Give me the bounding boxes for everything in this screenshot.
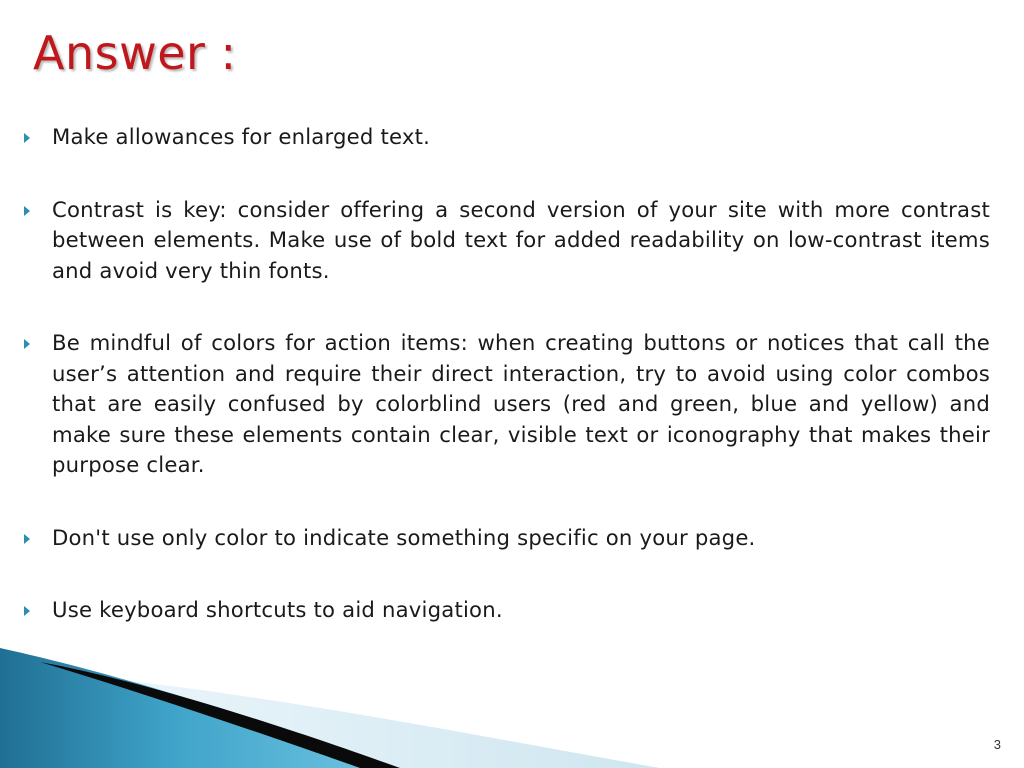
triangle-bullet-icon [24, 133, 30, 143]
bullet-text: Use keyboard shortcuts to aid navigation. [52, 597, 503, 622]
bullet-list [22, 122, 990, 668]
bullet-text: Don't use only color to indicate something specific on your page. [52, 524, 756, 550]
bullet-text: Be mindful of colors for action items: when creating buttons or notices that call the user’s attention and require their direct interaction, try to avoid using color combos that are easily confused by colorblind users (red and green, blue and yellow) and make sure these elements contain clear, visible text or iconography that makes their purpose clear. [52, 330, 990, 477]
bullet-item [22, 195, 990, 287]
triangle-bullet-icon [24, 534, 30, 544]
bullet-text: Contrast is key: consider offering a second version of your site with more contrast between elements. Make use of bold text for added readability on low-contrast items and avoid very thin fonts. [52, 196, 990, 283]
bullet-item [22, 328, 990, 481]
triangle-bullet-icon [24, 606, 30, 616]
bullet-text: Make allowances for enlarged text. [52, 124, 431, 149]
bullet-item [22, 122, 990, 153]
triangle-bullet-icon [24, 206, 30, 216]
page-number: 3 [993, 737, 1001, 752]
bullet-item [22, 523, 990, 554]
slide-title: Answer : [33, 26, 237, 80]
triangle-bullet-icon [24, 339, 30, 349]
bottom-swoosh-decoration [0, 640, 1024, 768]
bullet-item [22, 595, 990, 626]
